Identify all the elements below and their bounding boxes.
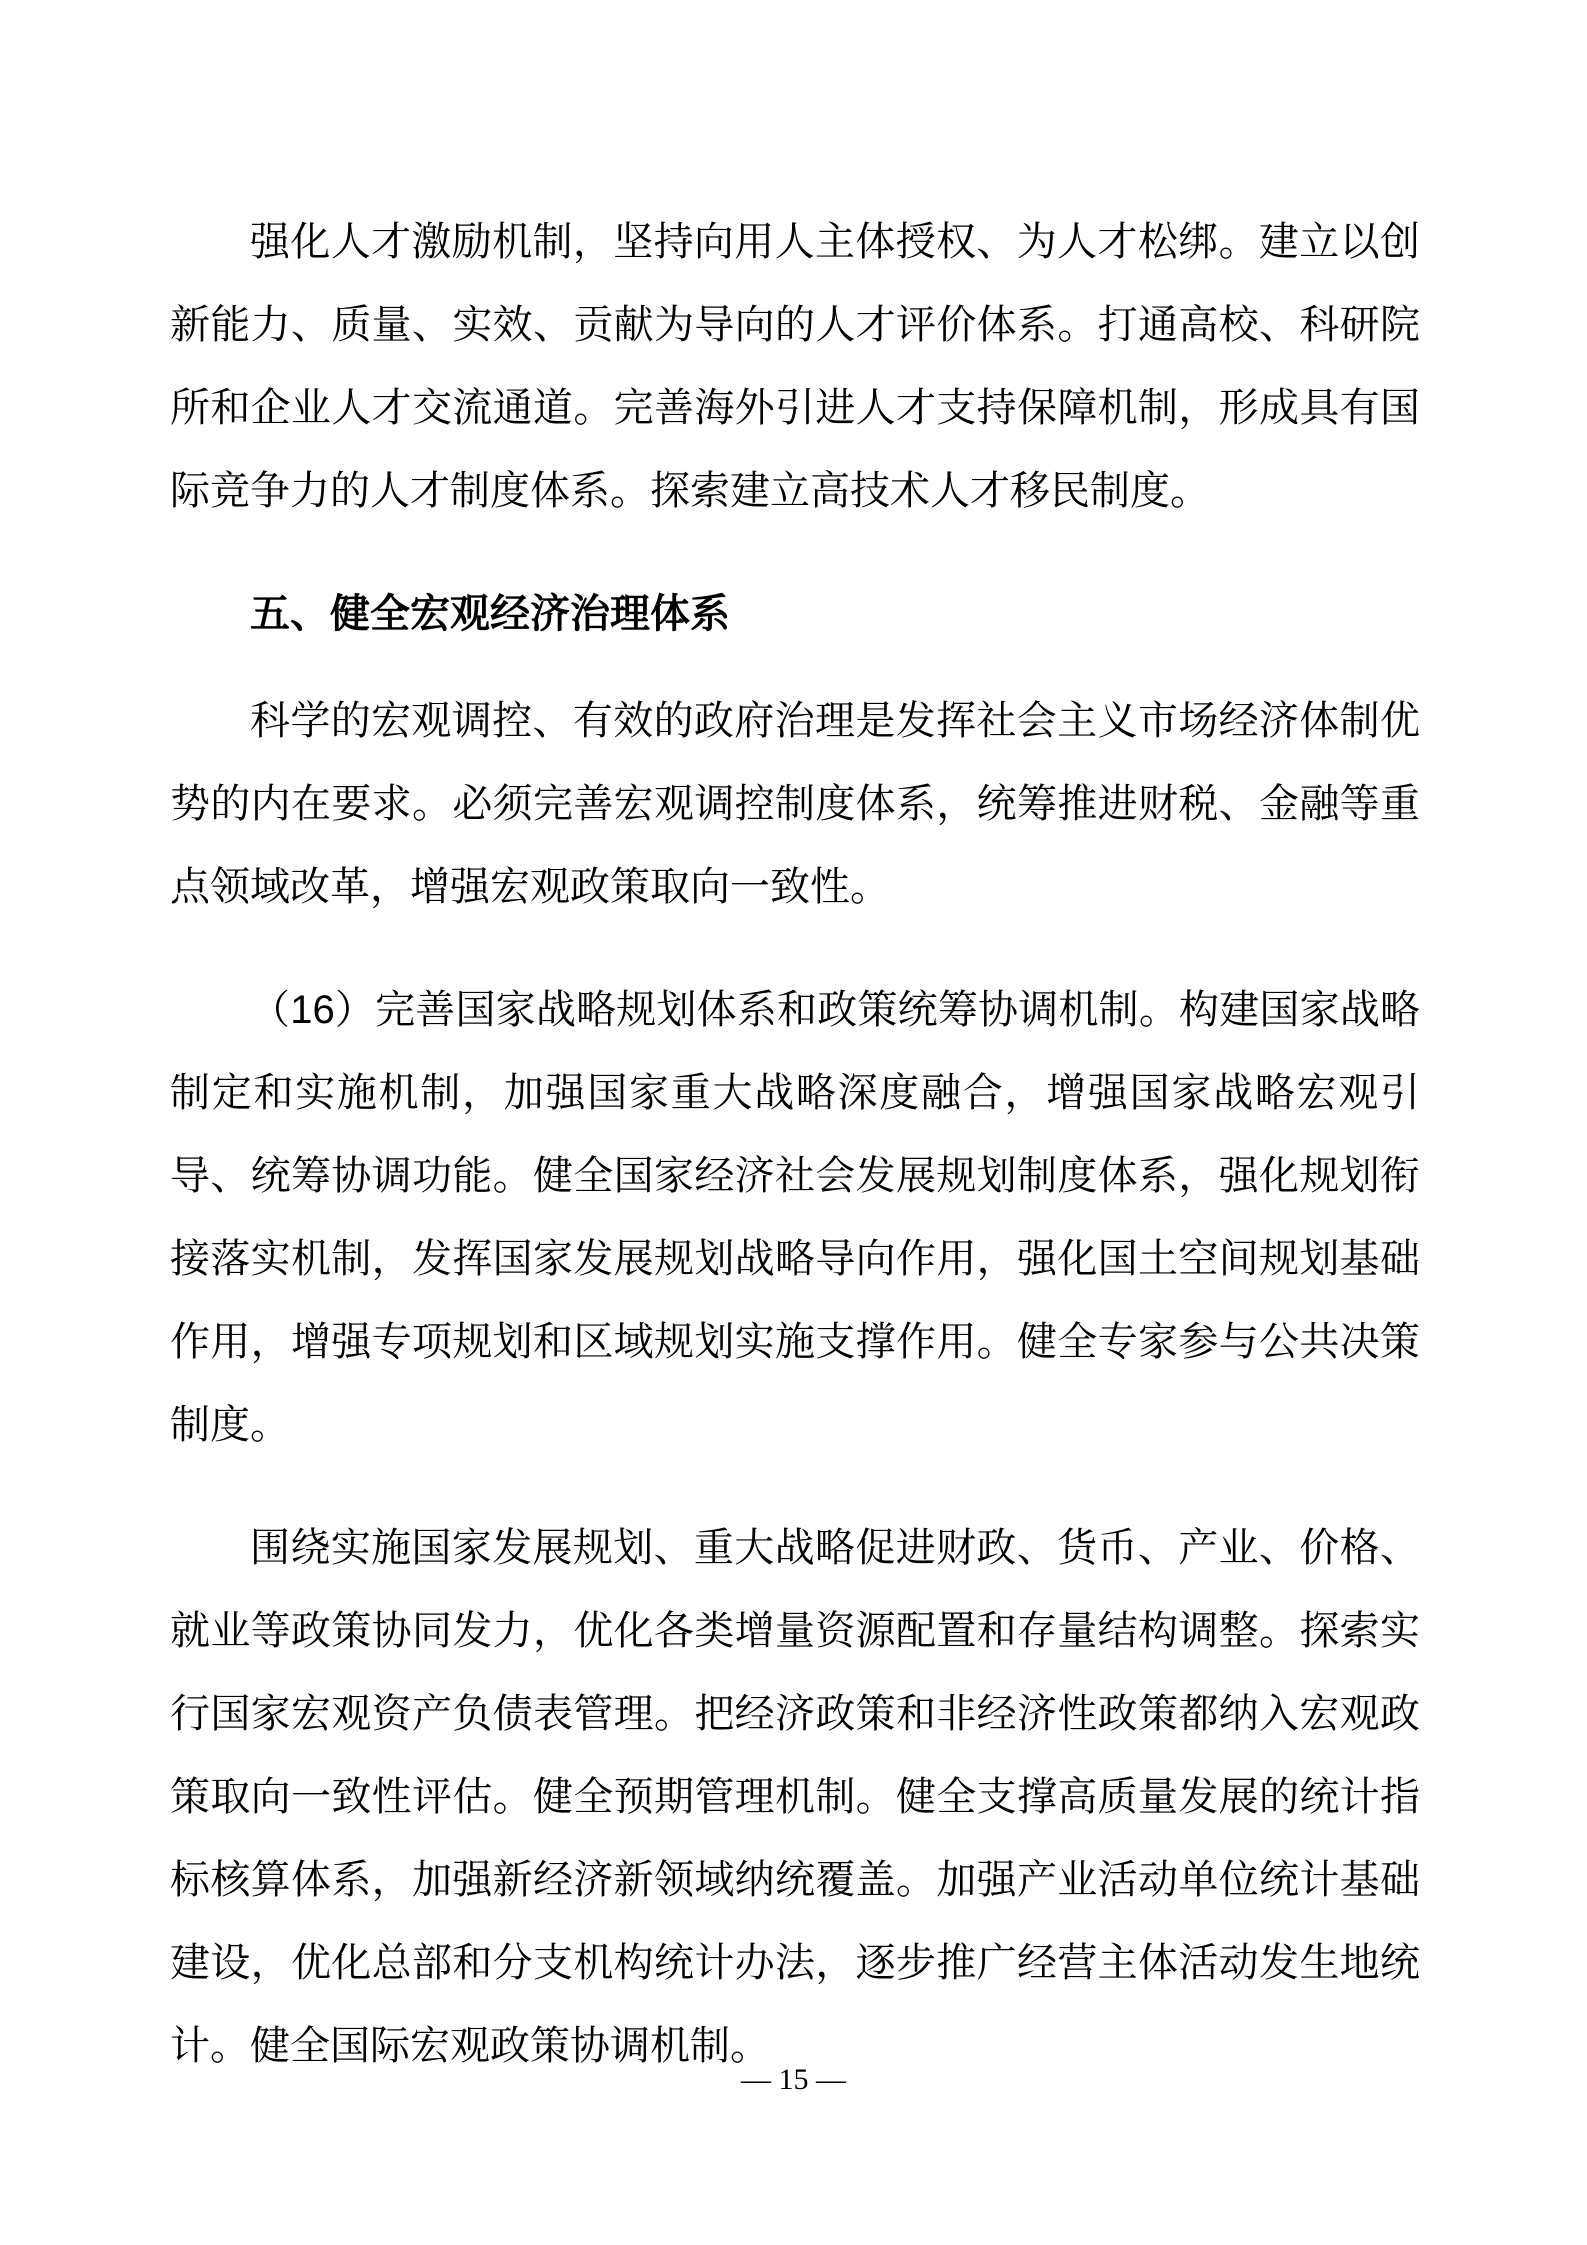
body-paragraph: 科学的宏观调控、有效的政府治理是发挥社会主义市场经济体制优势的内在要求。必须完善宏观调控制度体系，统筹推进财税、金融等重点领域改革，增强宏观政策取向一致性。 bbox=[170, 699, 1420, 909]
body-paragraph: 围绕实施国家发展规划、重大战略促进财政、货币、产业、价格、就业等政策协同发力，优化各类增量资源配置和存量结构调整。探索实行国家宏观资产负债表管理。把经济政策和非经济性政策都纳入宏观政策取向一致性评估。健全预期管理机制。健全支撑高质量发展的统计指标核算体系，加强新经济新领域纳统覆盖。加强产业活动单位统计基础建设，优化总部和分支机构统计办法，逐步推广经营主体活动发生地统计。健全国际宏观政策协调机制。 bbox=[170, 1526, 1420, 2068]
page-number: — 15 — bbox=[741, 2063, 846, 2096]
body-paragraph: 强化人才激励机制，坚持向用人主体授权、为人才松绑。建立以创新能力、质量、实效、贡献为导向的人才评价体系。打通高校、科研院所和企业人才交流通道。完善海外引进人才支持保障机制，形成具有国际竞争力的人才制度体系。探索建立高技术人才移民制度。 bbox=[170, 220, 1420, 513]
body-paragraph: （16）完善国家战略规划体系和政策统筹协调机制。构建国家战略制定和实施机制，加强国家重大战略深度融合，增强国家战略宏观引导、统筹协调功能。健全国家经济社会发展规划制度体系，强化规划衔接落实机制，发挥国家发展规划战略导向作用，强化国土空间规划基础作用，增强专项规划和区域规划实施支撑作用。健全专家参与公共决策制度。 bbox=[170, 988, 1420, 1447]
document-content bbox=[170, 201, 1420, 2128]
section-heading: 五、健全宏观经济治理体系 bbox=[250, 592, 730, 636]
